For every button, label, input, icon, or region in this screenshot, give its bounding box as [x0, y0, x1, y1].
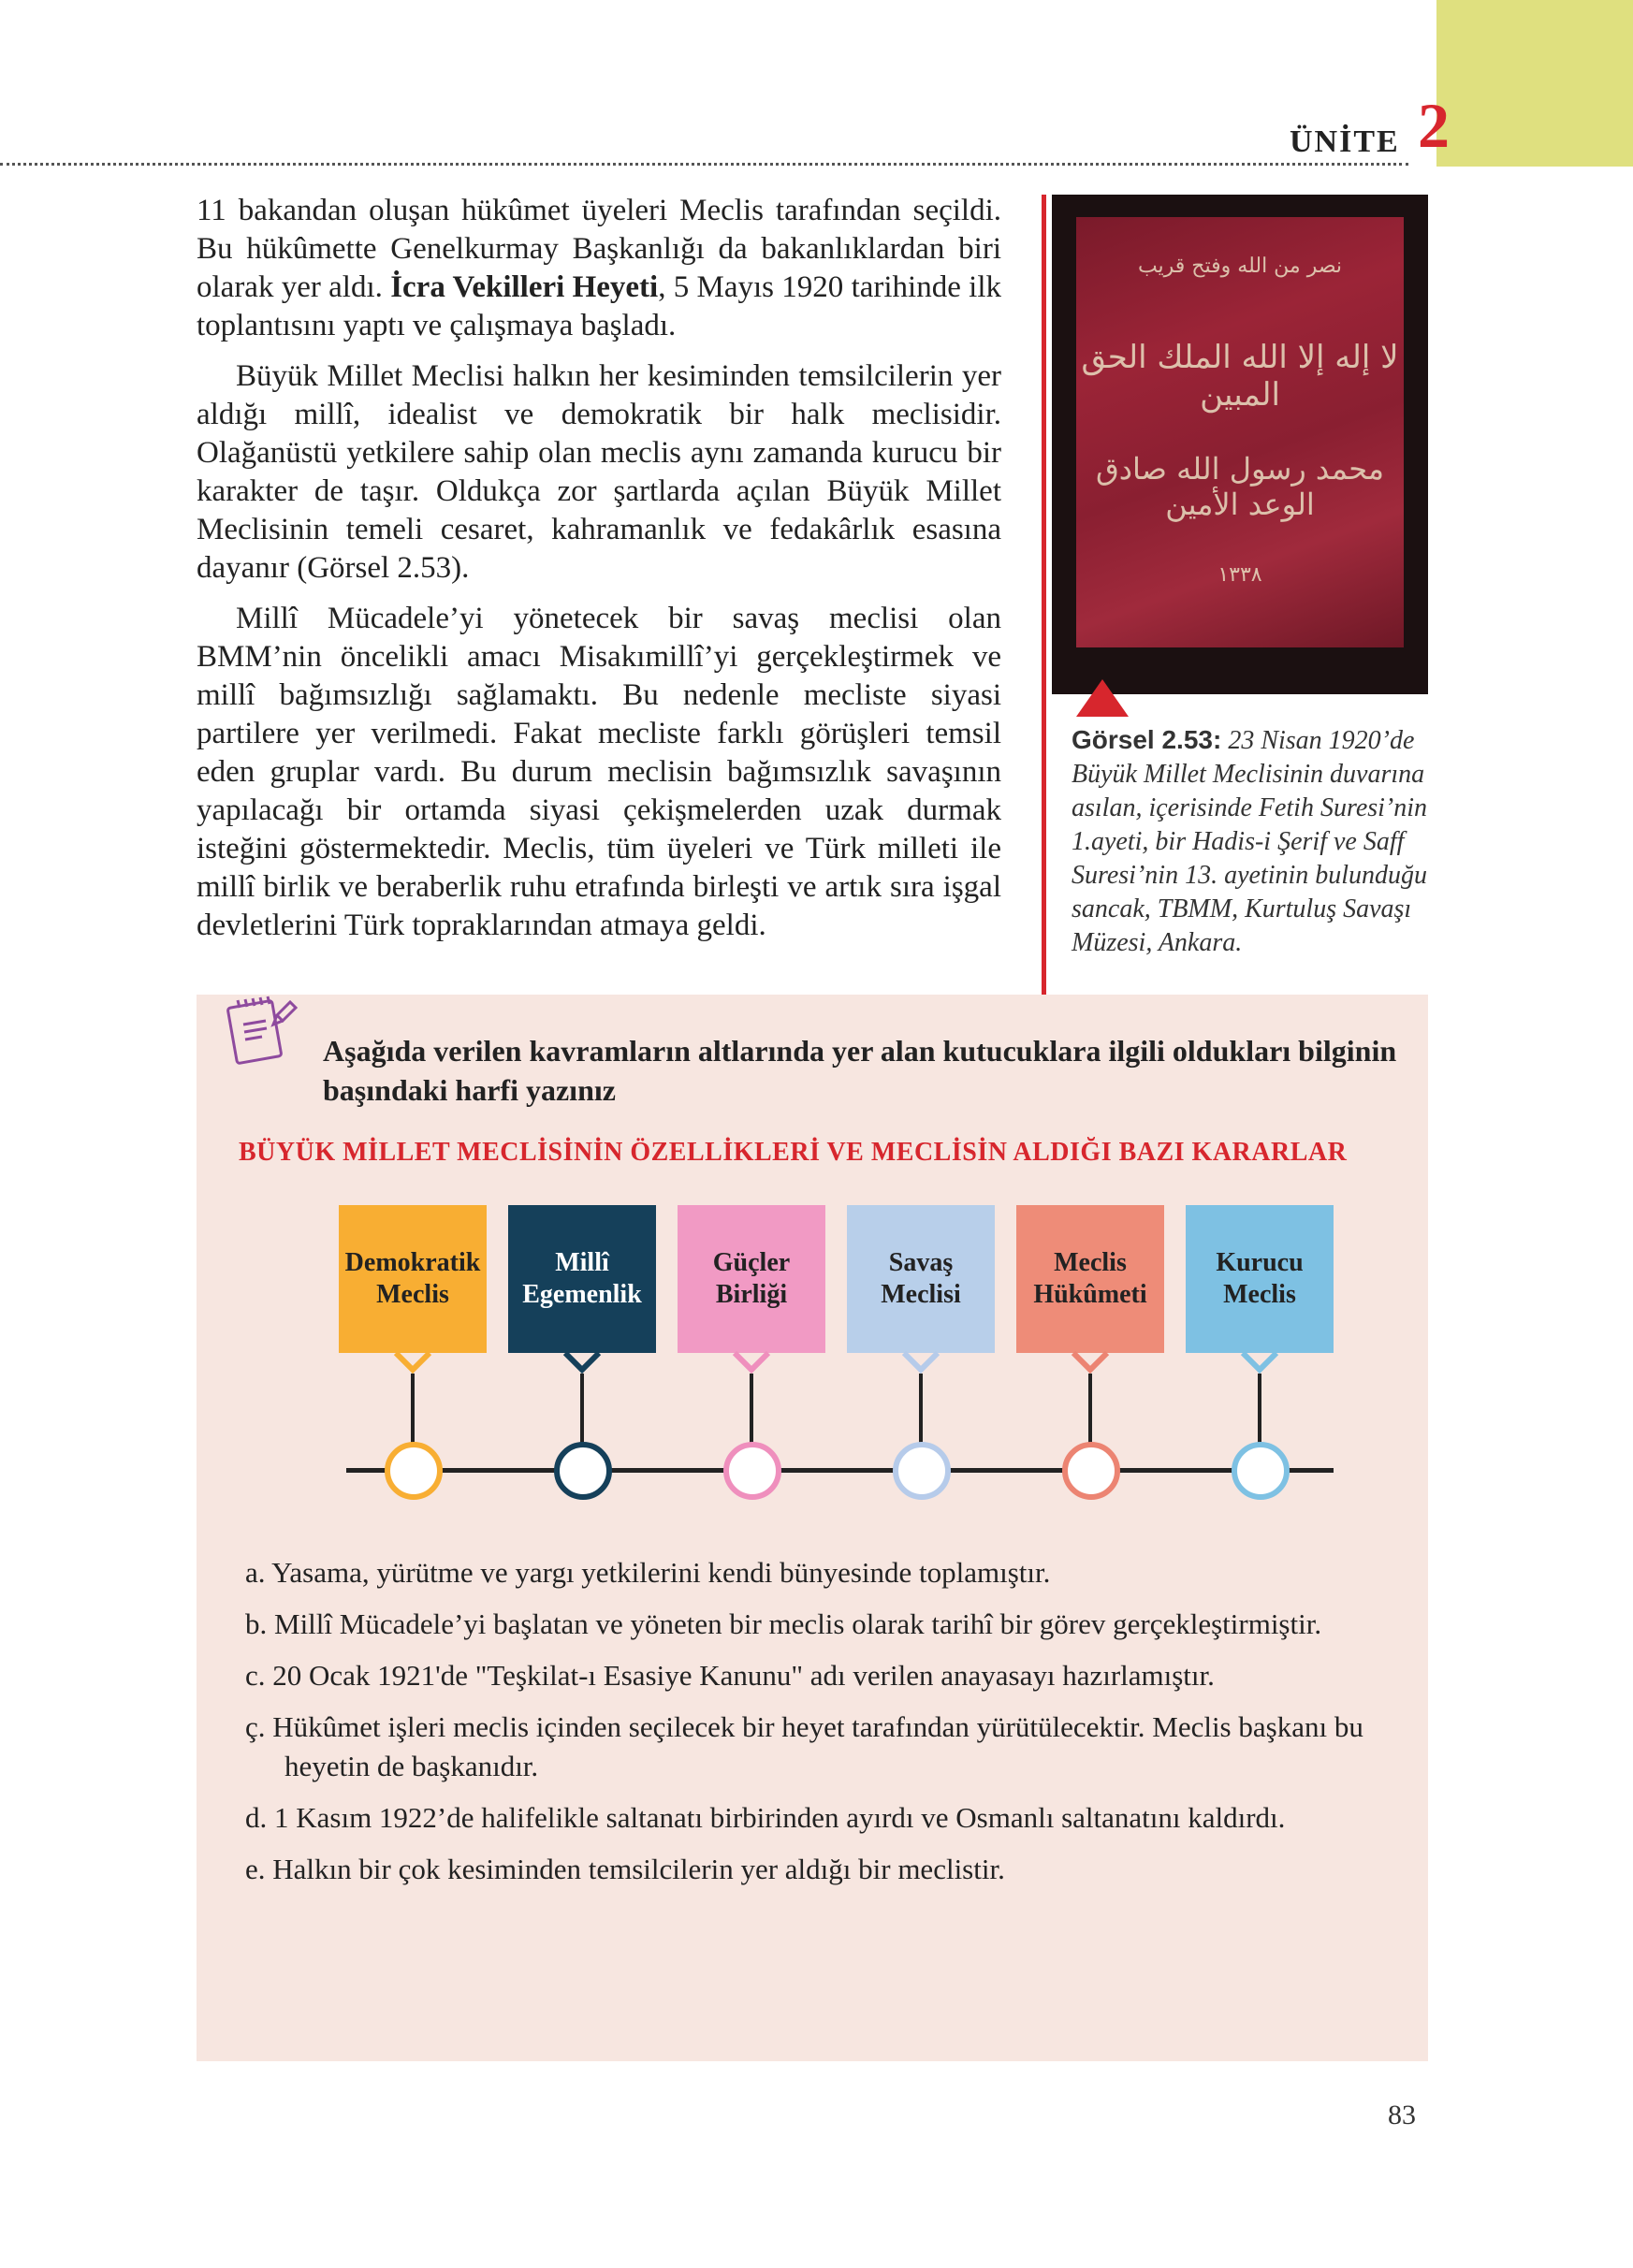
- chevron-down-icon: [1239, 1349, 1280, 1375]
- concept-card-label: [1033, 1247, 1146, 1311]
- page-number: 83: [1388, 2100, 1416, 2130]
- concept-card: [1186, 1205, 1334, 1353]
- figure-caption: Görsel 2.53: 23 Nisan 1920’de Büyük Millet Meclisinin duvarına asılan, içerisinde Fetih Suresi’nin 1.ayeti, bir Hadis-i Şerif ve Saff Suresi’nin 13. ayetinin bulunduğu sancak, TBMM, Kurtuluş Savaşı Müzesi, Ankara.: [1072, 725, 1428, 957]
- concept-card-line: Savaş: [888, 1248, 954, 1277]
- unit-number: 2: [1418, 90, 1450, 161]
- notebook-pencil-icon: [225, 987, 299, 1071]
- flag-photo: [1076, 217, 1404, 647]
- calligraphy-line-1: لا إله إلا الله الملك الحق المبين: [1081, 339, 1399, 414]
- activity-title: BÜYÜK MİLLET MECLİSİNİN ÖZELLİKLERİ VE MECLİSİN ALDIĞI BAZI KARARLAR: [239, 1138, 1348, 1167]
- card-connector: [1088, 1374, 1092, 1447]
- bold-term: İcra Vekilleri Heyeti: [390, 270, 659, 304]
- answer-circle[interactable]: [893, 1442, 951, 1500]
- card-connector: [750, 1374, 753, 1447]
- chevron-down-icon: [731, 1349, 772, 1375]
- body-text: [197, 192, 1001, 957]
- concept-card-line: Meclis: [1054, 1248, 1127, 1277]
- concept-card-line: Kurucu: [1216, 1248, 1304, 1277]
- answer-circle[interactable]: [554, 1442, 612, 1500]
- calligraphy-top: نصر من الله وفتح قريب: [1137, 254, 1343, 278]
- option-e: e. Halkın bir çok kesiminden temsilcilerin yer aldığı bir meclistir.: [245, 1853, 1005, 1885]
- option-cc: ç. Hükûmet işleri meclis içinden seçilecek bir heyet tarafından yürütülecektir. Meclis başkanı bu heyetin de başkanıdır.: [245, 1710, 1363, 1782]
- concept-card: [508, 1205, 656, 1353]
- chevron-down-icon: [900, 1349, 941, 1375]
- concept-card-label: [881, 1247, 961, 1311]
- concept-card-line: Meclis: [1223, 1280, 1296, 1309]
- figure-accent-rule: [1042, 195, 1046, 995]
- concept-card-line: Güçler: [712, 1248, 791, 1277]
- concept-card-line: Birliği: [715, 1280, 788, 1309]
- paragraph-1: 11 bakandan oluşan hükûmet üyeleri Meclis tarafından seçildi. Bu hükûmette Genelkurmay Başkanlığı da bakanlıklardan biri olarak yer aldı. İcra Vekilleri Heyeti, 5 Mayıs 1920 tarihinde ilk toplantısını yaptı ve çalışmaya başladı.: [197, 194, 1001, 342]
- concept-card-label: [713, 1247, 790, 1311]
- header-divider: [0, 163, 1408, 166]
- concept-card-line: Egemenlik: [522, 1280, 642, 1309]
- answer-circle[interactable]: [385, 1442, 443, 1500]
- calligraphy-date: ١٣٣٨: [1217, 563, 1262, 587]
- chevron-down-icon: [561, 1349, 603, 1375]
- unit-label: ÜNİTE: [1290, 124, 1400, 159]
- option-d: d. 1 Kasım 1922’de halifelikle saltanatı birbirinden ayırdı ve Osmanlı saltanatını kaldırdı.: [245, 1801, 1286, 1834]
- card-connector: [580, 1374, 584, 1447]
- activity-instruction: Aşağıda verilen kavramların altlarında yer alan kutucuklara ilgili oldukları bilginin başındaki harfi yazınız: [323, 1034, 1397, 1107]
- concept-card-line: Meclis: [376, 1280, 449, 1309]
- concept-card-label: [345, 1247, 481, 1311]
- chevron-down-icon: [1070, 1349, 1111, 1375]
- paragraph-2: Büyük Millet Meclisi halkın her kesiminden temsilcilerin yer aldığı millî, idealist ve demokratik bir halk meclisidir. Olağanüstü yetkilere sahip olan meclis aynı zamanda kurucu bir karakter de taşır. Oldukça zor şartlarda açılan Büyük Millet Meclisinin temeli cesaret, kahramanlık ve fedakârlık esasına dayanır (Görsel 2.53).: [197, 359, 1001, 585]
- answer-circle[interactable]: [1062, 1442, 1120, 1500]
- unit-tab: [1436, 0, 1633, 167]
- concept-card-line: Hükûmeti: [1033, 1280, 1147, 1309]
- card-connector: [1258, 1374, 1261, 1447]
- concept-card: [847, 1205, 995, 1353]
- caption-pointer-icon: [1076, 679, 1129, 717]
- paragraph-3: Millî Mücadele’yi yönetecek bir savaş meclisi olan BMM’nin öncelikli amacı Misakımillî’yi gerçekleştirmek ve millî bağımsızlığı sağlamaktı. Bu nedenle mecliste siyasi partilere yer verilmedi. Fakat mecliste farklı görüşleri temsil eden gruplar vardı. Bu durum meclisin bağımsızlık savaşının yapılacağı bir ortamda siyasi çekişmelerden uzak durmak isteğini göstermektedir. Meclis, tüm üyeleri ve Türk milleti ile millî birlik ve beraberlik ruhu etrafında birleşti ve artık sıra işgal devletlerini Türk topraklarından atmaya geldi.: [197, 602, 1001, 942]
- concept-card: [678, 1205, 825, 1353]
- concept-card-label: [522, 1247, 642, 1311]
- option-a: a. Yasama, yürütme ve yargı yetkilerini kendi bünyesinde toplamıştır.: [245, 1556, 1051, 1589]
- concept-card: [1016, 1205, 1164, 1353]
- card-connector: [411, 1374, 415, 1447]
- concept-card: [339, 1205, 487, 1353]
- answer-circle[interactable]: [723, 1442, 781, 1500]
- option-c: c. 20 Ocak 1921'de "Teşkilat-ı Esasiye Kanunu" adı verilen anayasayı hazırlamıştır.: [245, 1659, 1215, 1692]
- calligraphy-line-2: محمد رسول الله صادق الوعد الأمين: [1095, 451, 1385, 522]
- chevron-down-icon: [392, 1349, 433, 1375]
- timeline-line: [346, 1468, 1334, 1473]
- answer-circle[interactable]: [1232, 1442, 1290, 1500]
- option-b: b. Millî Mücadele’yi başlatan ve yöneten bir meclis olarak tarihî bir görev gerçekleştirmiştir.: [245, 1607, 1322, 1640]
- concept-card-line: Meclisi: [881, 1280, 961, 1309]
- options-list: [245, 1553, 1392, 1901]
- concept-card-line: Demokratik: [344, 1248, 481, 1277]
- concept-card-line: Millî: [555, 1248, 609, 1277]
- concept-card-label: [1216, 1247, 1303, 1311]
- card-connector: [919, 1374, 923, 1447]
